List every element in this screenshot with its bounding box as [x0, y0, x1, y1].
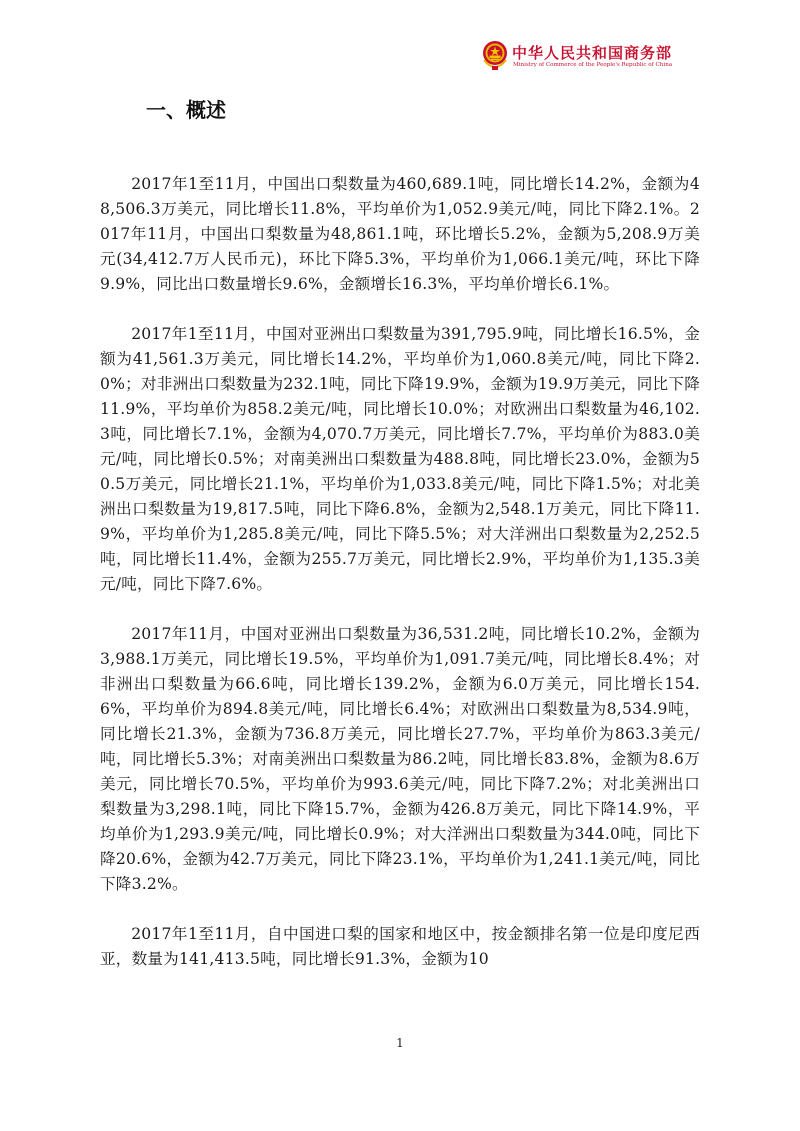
national-emblem-icon [480, 38, 510, 72]
paragraph-importers: 2017年1至11月，自中国进口梨的国家和地区中，按金额排名第一位是印度尼西亚，数量为141,413.5吨，同比增长91.3%，金额为10 [100, 925, 700, 968]
page-header [480, 38, 690, 74]
ministry-name-cn: 中华人民共和国商务部 [512, 44, 673, 62]
section-title: 一、概述 [146, 98, 226, 122]
page-number: 1 [396, 1036, 404, 1050]
ministry-name-en: Ministry of Commerce of the People's Republic of China [513, 62, 673, 68]
document-body [100, 172, 700, 997]
paragraph-regions-nov: 2017年11月，中国对亚洲出口梨数量为36,531.2吨，同比增长10.2%，金额为3,988.1万美元，同比增长19.5%，平均单价为1,091.7美元/吨，同比增长8.4%；对非洲出口梨数量为66.6吨，同比增长139.2%，金额为6.0万美元，同比增长154.6%，平均单价为894.8美元/吨，同比增长6.4%；对欧洲出口梨数量为8,534.9吨，同比增长21.3%，金额为736.8万美元，同比增长27.7%，平均单价为863.3美元/吨，同比增长5.3%；对南美洲出口梨数量为86.2吨，同比增长83.8%，金额为8.6万美元，同比增长70.5%，平均单价为993.6美元/吨，同比下降7.2%；对北美洲出口梨数量为3,298.1吨，同比下降15.7%，金额为426.8万美元，同比下降14.9%，平均单价为1,293.9美元/吨，同比增长0.9%；对大洋洲出口梨数量为344.0吨，同比下降20.6%，金额为42.7万美元，同比下降23.1%，平均单价为1,241.1美元/吨，同比下降3.2%。 [100, 625, 700, 893]
paragraph-overview: 2017年1至11月，中国出口梨数量为460,689.1吨，同比增长14.2%，金额为48,506.3万美元，同比增长11.8%，平均单价为1,052.9美元/吨，同比下降2.1%。2017年11月，中国出口梨数量为48,861.1吨，环比增长5.2%，金额为5,208.9万美元(34,412.7万人民币元)，环比下降5.3%，平均单价为1,066.1美元/吨，环比下降9.9%，同比出口数量增长9.6%，金额增长16.3%，平均单价增长6.1%。 [100, 175, 700, 293]
paragraph-regions-jan-nov: 2017年1至11月，中国对亚洲出口梨数量为391,795.9吨，同比增长16.5%，金额为41,561.3万美元，同比增长14.2%，平均单价为1,060.8美元/吨，同比下降2.0%；对非洲出口梨数量为232.1吨，同比下降19.9%，金额为19.9万美元，同比下降11.9%，平均单价为858.2美元/吨，同比增长10.0%；对欧洲出口梨数量为46,102.3吨，同比增长7.1%，金额为4,070.7万美元，同比增长7.7%，平均单价为883.0美元/吨，同比增长0.5%；对南美洲出口梨数量为488.8吨，同比增长23.0%，金额为50.5万美元，同比增长21.1%，平均单价为1,033.8美元/吨，同比下降1.5%；对北美洲出口梨数量为19,817.5吨，同比下降6.8%，金额为2,548.1万美元，同比下降11.9%，平均单价为1,285.8美元/吨，同比下降5.5%；对大洋洲出口梨数量为2,252.5吨，同比增长11.4%，金额为255.7万美元，同比增长2.9%，平均单价为1,135.3美元/吨，同比下降7.6%。 [100, 325, 700, 593]
